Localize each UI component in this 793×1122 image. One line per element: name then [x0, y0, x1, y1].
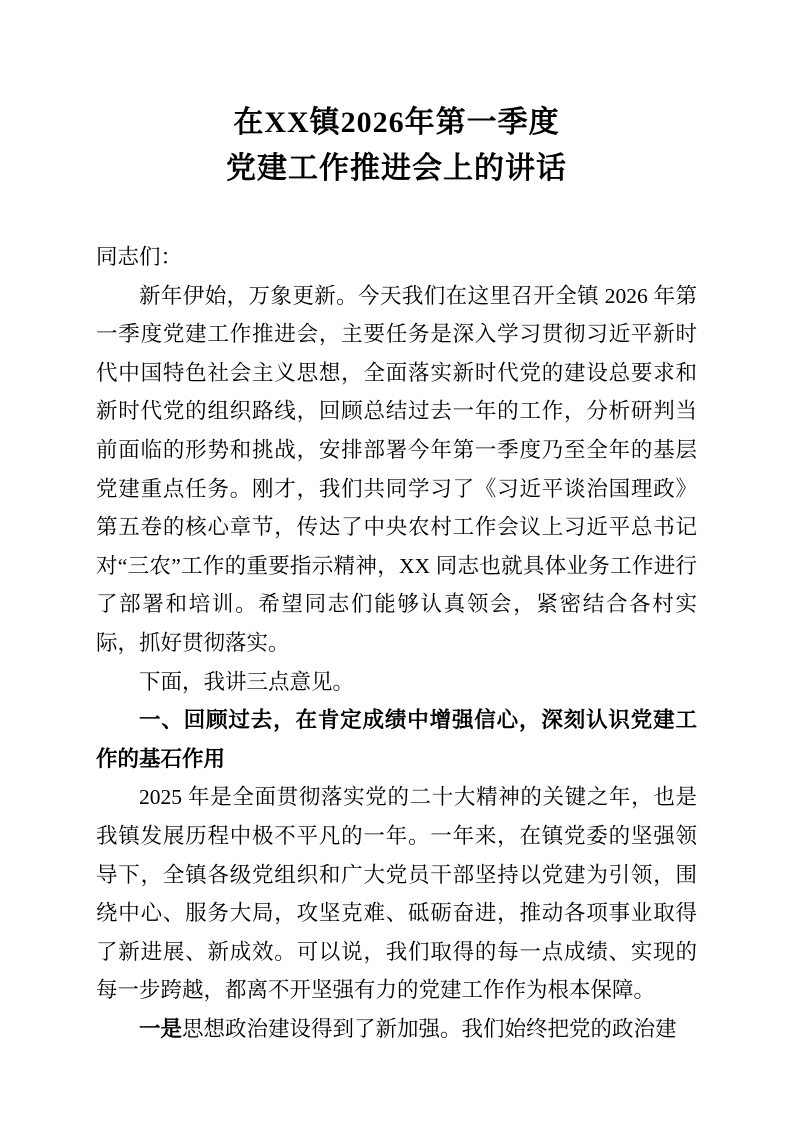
paragraph: 新年伊始，万象更新。今天我们在这里召开全镇 2026 年第一季度党建工作推进会，主要任务是深入学习贯彻习近平新时代中国特色社会主义思想，全面落实新时代党的建设总要求和新时代党的组织路线，回顾总结过去一年的工作，分析研判当前面临的形势和挑战，安排部署今年第一季度乃至全年的基层党建重点任务。刚才，我们共同学习了《习近平谈治国理政》第五卷的核心章节，传达了中央农村工作会议上习近平总书记对“三农”工作的重要指示精神，XX 同志也就具体业务工作进行了部署和培训。希望同志们能够认真领会，紧密结合各村实际，抓好贯彻落实。	[96, 283, 697, 655]
paragraph: 2025 年是全面贯彻落实党的二十大精神的关键之年，也是我镇发展历程中极不平凡的一年。一年来，在镇党委的坚强领导下，全镇各级党组织和广大党员干部坚持以党建为引领，围绕中心、服务大局，攻坚克难、砥砺奋进，推动各项事业取得了新进展、新成效。可以说，我们取得的每一点成绩、实现的每一步跨越，都离不开坚强有力的党建工作作为根本保障。	[96, 785, 697, 1003]
paragraph: 一是思想政治建设得到了新加强。我们始终把党的政治建	[139, 1016, 677, 1041]
section-heading: 一、回顾过去，在肯定成绩中增强信心，深刻认识党建工作的基石作用	[96, 708, 697, 771]
paragraph: 下面，我讲三点意见。	[139, 669, 355, 694]
paragraph-lead: 一是	[139, 1016, 183, 1041]
salutation: 同志们：	[96, 245, 183, 269]
document-body	[96, 238, 697, 1048]
document-title: 在XX镇2026年第一季度党建工作推进会上的讲话	[226, 106, 567, 185]
